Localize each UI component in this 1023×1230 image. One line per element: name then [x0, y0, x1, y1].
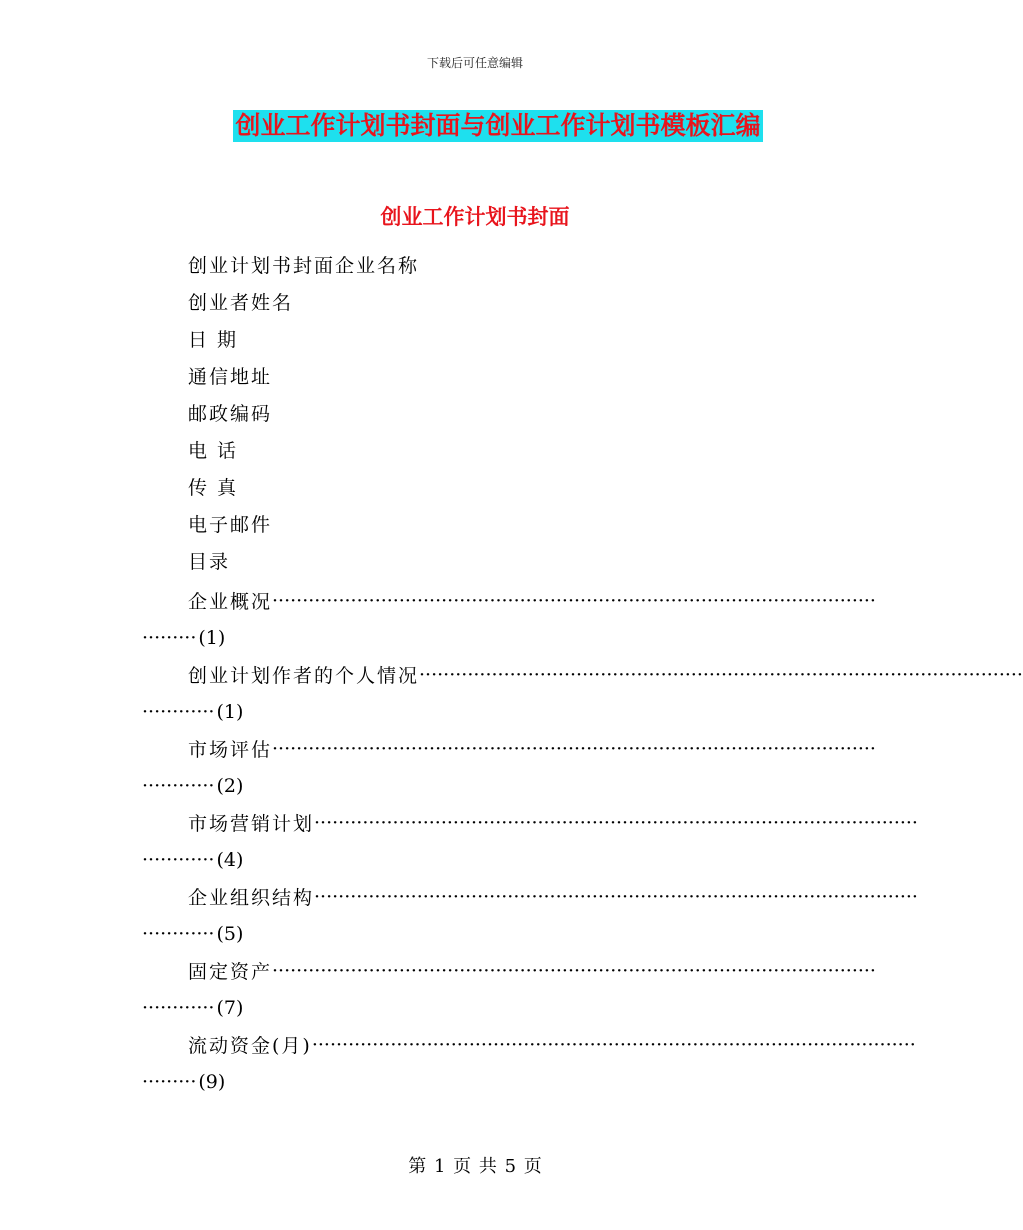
toc-entry-page: (9)	[198, 1070, 226, 1093]
toc-entry	[142, 1026, 916, 1100]
main-title: 创业工作计划书封面与创业工作计划书模板汇编	[235, 111, 761, 140]
toc-leader-dots: ············	[142, 922, 215, 945]
cover-field-company-name: 创业计划书封面企业名称	[188, 255, 420, 277]
toc-leader-dots: ····································································································	[272, 959, 876, 982]
toc-entry-title: 市场评估	[188, 739, 273, 761]
toc-entry	[142, 656, 1023, 730]
cover-fields	[188, 248, 788, 581]
section-title: 创业工作计划书封面	[380, 204, 570, 229]
toc-entry-title: 企业组织结构	[188, 887, 315, 909]
toc-leader-dots: ····································································································	[272, 737, 876, 760]
toc-entry	[142, 878, 918, 952]
toc-leader-dots: ····································································································	[314, 811, 918, 834]
toc-entry-page: (5)	[216, 922, 244, 945]
cover-field-date: 日 期	[188, 329, 239, 351]
cover-field-phone: 电 话	[188, 440, 239, 462]
toc-leader-dots: ·········	[142, 626, 197, 649]
toc-heading: 目录	[188, 551, 231, 573]
toc-entry-title: 创业计划作者的个人情况	[188, 665, 420, 687]
toc-entry-title: 流动资金(月)	[188, 1035, 312, 1057]
toc-leader-dots: ············	[142, 996, 215, 1019]
header-note: 下载后可任意编辑	[426, 56, 523, 70]
toc-entry-title: 固定资产	[188, 961, 273, 983]
toc-entry-title: 企业概况	[188, 591, 273, 613]
table-of-contents	[142, 582, 1023, 1100]
toc-entry	[142, 582, 876, 656]
toc-leader-dots: ····································································································	[311, 1033, 916, 1056]
toc-leader-dots: ····································································································	[272, 589, 876, 612]
toc-entry	[142, 730, 876, 804]
cover-field-founder-name: 创业者姓名	[188, 292, 294, 314]
toc-entry-page: (1)	[216, 700, 244, 723]
toc-entry	[142, 952, 876, 1026]
main-title-container	[0, 110, 950, 142]
toc-leader-dots: ············	[142, 700, 215, 723]
cover-field-fax: 传 真	[188, 477, 239, 499]
toc-entry-page: (2)	[216, 774, 244, 797]
toc-entry-page: (4)	[216, 848, 244, 871]
toc-leader-dots: ····································································································	[419, 663, 1023, 686]
toc-leader-dots: ············	[142, 774, 215, 797]
toc-leader-dots: ·········	[142, 1070, 197, 1093]
toc-entry-page: (1)	[198, 626, 226, 649]
cover-field-postal-code: 邮政编码	[188, 403, 273, 425]
cover-field-address: 通信地址	[188, 366, 273, 388]
toc-entry-title: 市场营销计划	[188, 813, 315, 835]
toc-leader-dots: ····································································································	[314, 885, 918, 908]
page-footer: 第 1 页 共 5 页	[408, 1156, 542, 1177]
toc-entry	[142, 804, 918, 878]
cover-field-email: 电子邮件	[188, 514, 273, 536]
toc-entry-page: (7)	[216, 996, 244, 1019]
toc-leader-dots: ············	[142, 848, 215, 871]
